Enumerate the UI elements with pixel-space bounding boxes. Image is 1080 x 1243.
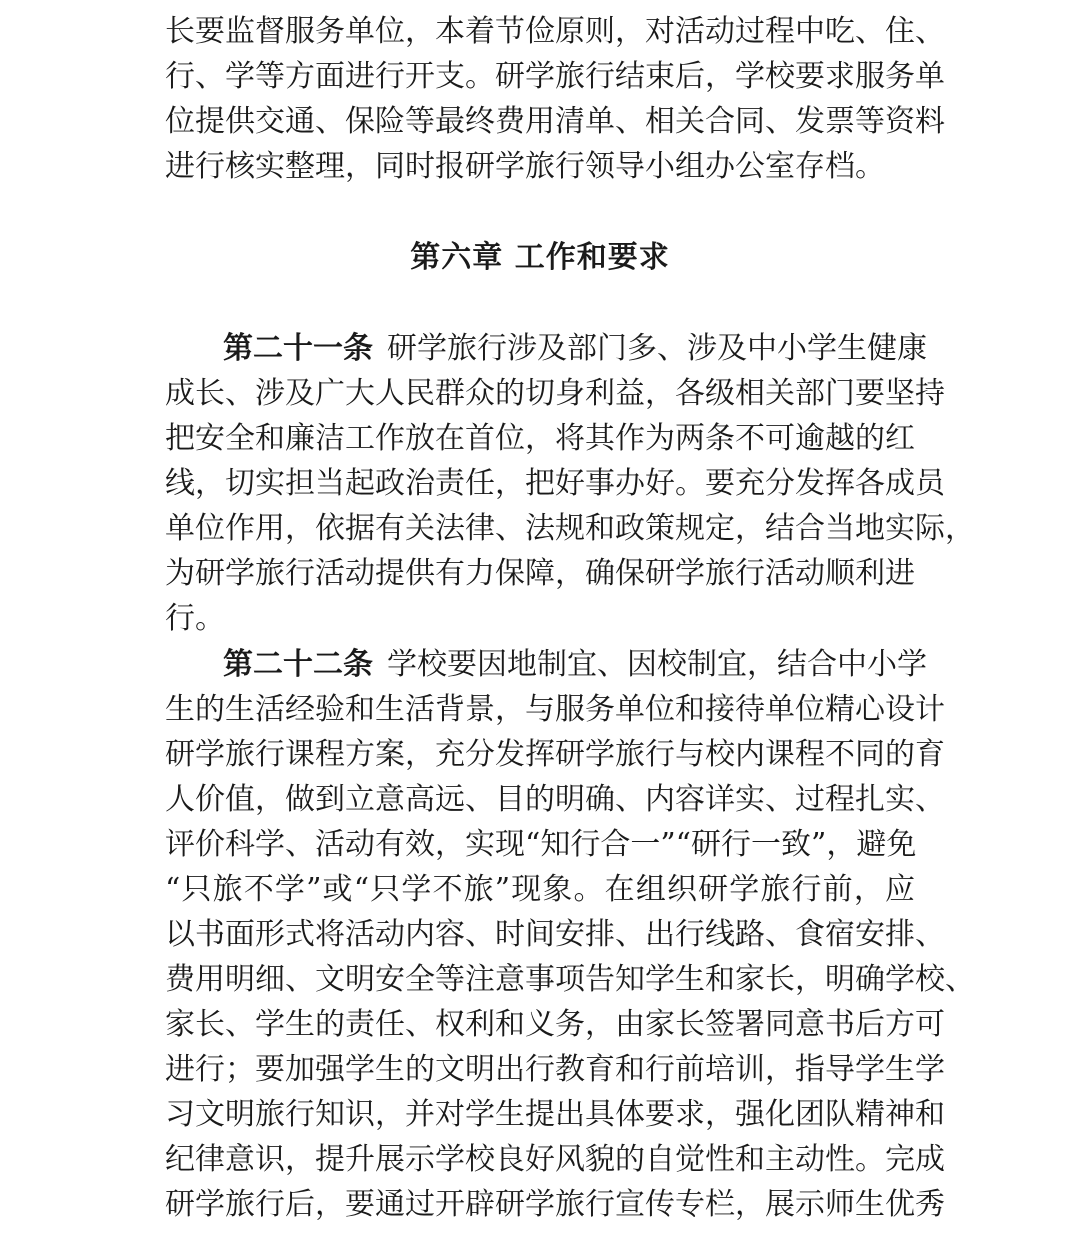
article-22-line: 研学旅行课程方案，充分发挥研学旅行与校内课程不同的育 <box>165 737 945 772</box>
article-22-line: 生的生活经验和生活背景，与服务单位和接待单位精心设计 <box>165 692 945 727</box>
article-21-line: 线，切实担当起政治责任，把好事办好。要充分发挥各成员 <box>165 466 945 501</box>
intro-line: 长要监督服务单位，本着节俭原则，对活动过程中吃、住、 <box>165 14 945 49</box>
article-22-line: 习文明旅行知识，并对学生提出具体要求，强化团队精神和 <box>165 1097 945 1132</box>
intro-line: 位提供交通、保险等最终费用清单、相关合同、发票等资料 <box>165 104 945 139</box>
article-21-label: 第二十一条 <box>223 331 373 366</box>
article-22-line: 进行；要加强学生的文明出行教育和行前培训，指导学生学 <box>165 1052 945 1087</box>
article-22-line: 人价值，做到立意高远、目的明确、内容详实、过程扎实、 <box>165 782 945 817</box>
article-21-text: 研学旅行涉及部门多、涉及中小学生健康 <box>387 331 927 366</box>
article-22-line: 费用明细、文明安全等注意事项告知学生和家长，明确学校、 <box>165 962 975 997</box>
article-22-line: 家长、学生的责任、权利和义务，由家长签署同意书后方可 <box>165 1007 945 1042</box>
intro-line: 进行核实整理，同时报研学旅行领导小组办公室存档。 <box>165 149 885 184</box>
article-21-line: 行。 <box>165 601 225 636</box>
article-22-text: 学校要因地制宜、因校制宜，结合中小学 <box>387 647 927 682</box>
article-22-line: 评价科学、活动有效，实现“知行合一”“研行一致”，避免 <box>165 827 917 862</box>
article-21-line: 为研学旅行活动提供有力保障，确保研学旅行活动顺利进 <box>165 556 915 591</box>
article-22-first-line <box>223 645 927 685</box>
chapter-title: 第六章 工作和要求 <box>410 240 670 275</box>
article-22-line: 研学旅行后，要通过开辟研学旅行宣传专栏，展示师生优秀 <box>165 1187 945 1222</box>
article-21-first-line <box>223 329 927 369</box>
article-22-line: 以书面形式将活动内容、时间安排、出行线路、食宿安排、 <box>165 917 945 952</box>
article-22-label: 第二十二条 <box>223 647 373 682</box>
article-22-line: “只旅不学”或“只学不旅”现象。在组织研学旅行前，应 <box>165 872 915 907</box>
article-22-line: 纪律意识，提升展示学校良好风貌的自觉性和主动性。完成 <box>165 1142 945 1177</box>
article-21-line: 单位作用，依据有关法律、法规和政策规定，结合当地实际， <box>165 511 975 546</box>
article-21-line: 成长、涉及广大人民群众的切身利益，各级相关部门要坚持 <box>165 376 945 411</box>
article-21-line: 把安全和廉洁工作放在首位，将其作为两条不可逾越的红 <box>165 421 915 456</box>
intro-line: 行、学等方面进行开支。研学旅行结束后，学校要求服务单 <box>165 59 945 94</box>
